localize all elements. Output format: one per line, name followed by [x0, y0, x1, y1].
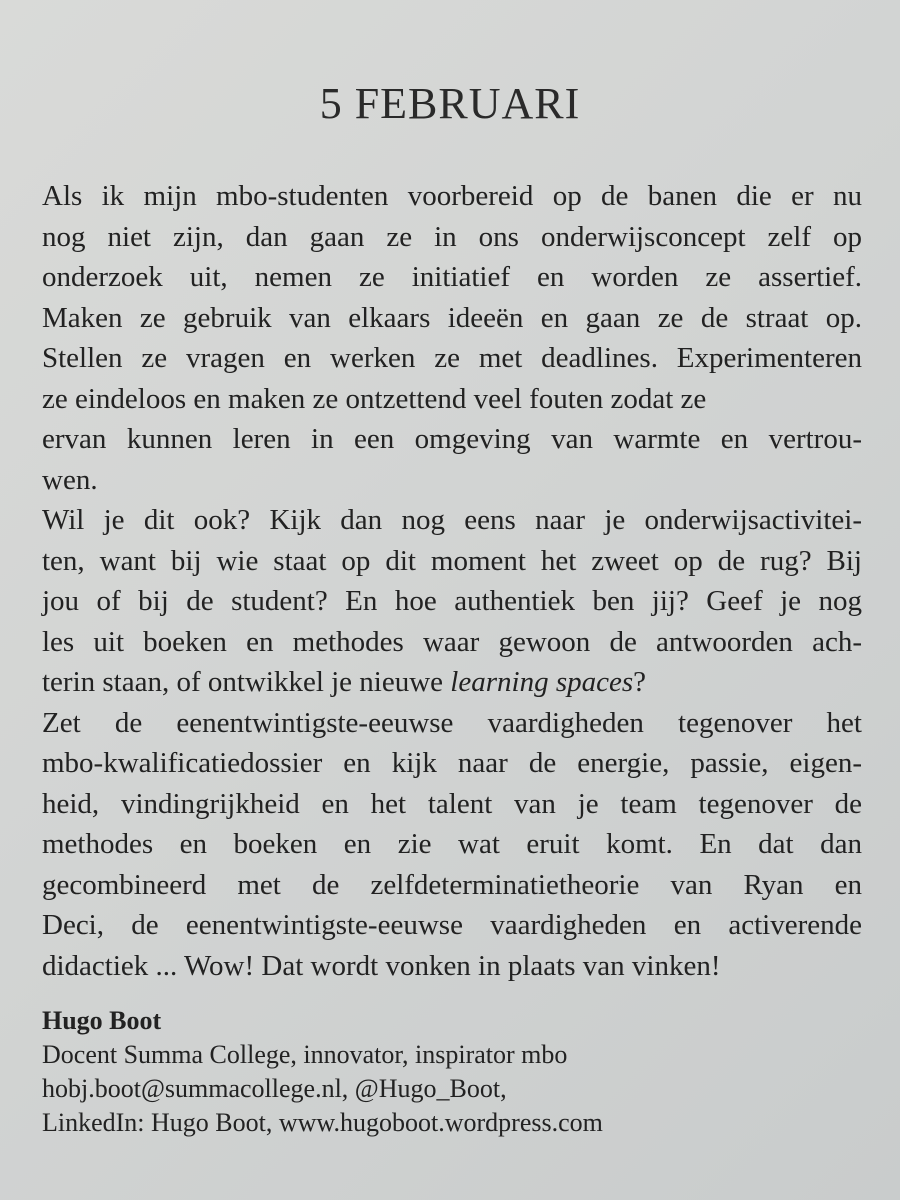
- text-line: ten, want bij wie staat op dit moment het zweet op de rug? Bij: [42, 544, 862, 577]
- text-line: mbo-kwalificatiedossier en kijk naar de energie, passie, eigen-: [42, 747, 862, 779]
- text-line: ervan kunnen leren in een omgeving van warmte en vertrou-: [42, 423, 862, 455]
- author-role: Docent Summa College, innovator, inspirator mbo: [42, 1040, 568, 1069]
- text-fragment: ?: [633, 666, 647, 698]
- text-line: les uit boeken en methodes waar gewoon de antwoorden ach-: [42, 625, 862, 658]
- text-line: Als ik mijn mbo-studenten voorbereid op de banen die er nu: [42, 180, 862, 212]
- page-title: 5 FEBRUARI: [319, 79, 581, 128]
- text-line: didactiek ... Wow! Dat wordt vonken in plaats van vinken!: [42, 949, 721, 982]
- body-text: [42, 176, 862, 986]
- text-line: methodes en boeken en zie wat eruit komt. En dat dan: [42, 828, 862, 860]
- text-line: Wil je dit ook? Kijk dan nog eens naar je onderwijsactivitei-: [42, 504, 862, 536]
- author-name: Hugo Boot: [42, 1006, 162, 1035]
- text-line: ze eindeloos en maken ze ontzettend veel fouten zodat ze: [42, 382, 707, 415]
- author-block: [42, 1004, 862, 1140]
- text-line: Deci, de eenentwintigste-eeuwse vaardigheden en activerende: [42, 909, 862, 941]
- text-line: heid, vindingrijkheid en het talent van je team tegenover de: [42, 787, 862, 820]
- author-links: LinkedIn: Hugo Boot, www.hugoboot.wordpress.com: [42, 1108, 603, 1137]
- author-contact: hobj.boot@summacollege.nl, @Hugo_Boot,: [42, 1074, 507, 1103]
- text-fragment: terin staan, of ontwikkel je nieuwe: [42, 666, 451, 698]
- text-line: jou of bij de student? En hoe authentiek ben jij? Geef je nog: [42, 585, 862, 617]
- text-line: nog niet zijn, dan gaan ze in ons onderwijsconcept zelf op: [42, 220, 862, 253]
- text-line: [42, 662, 862, 703]
- text-line: onderzoek uit, nemen ze initiatief en worden ze assertief.: [42, 261, 862, 293]
- text-line: Maken ze gebruik van elkaars ideeën en gaan ze de straat op.: [42, 301, 862, 334]
- text-line: wen.: [42, 463, 98, 496]
- italic-term: learning spaces: [450, 666, 634, 698]
- text-line: Zet de eenentwintigste-eeuwse vaardigheden tegenover het: [42, 706, 862, 739]
- text-line: gecombineerd met de zelfdeterminatietheorie van Ryan en: [42, 868, 862, 901]
- text-line: Stellen ze vragen en werken ze met deadlines. Experimenteren: [42, 342, 862, 374]
